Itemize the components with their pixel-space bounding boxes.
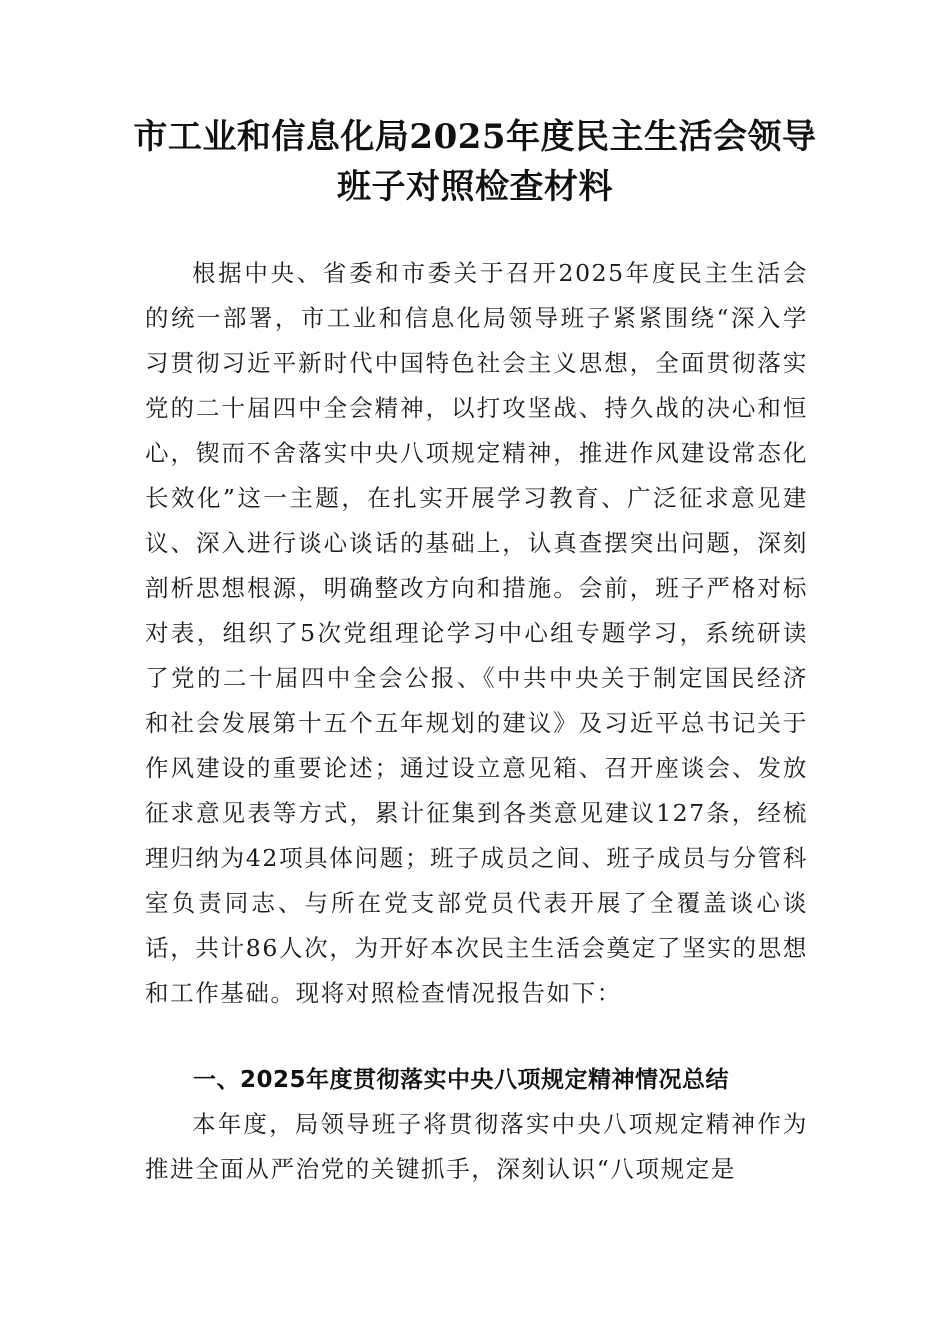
section-paragraph: 本年度，局领导班子将贯彻落实中央八项规定精神作为推进全面从严治党的关键抓手，深刻认识“八项规定是 [145, 1110, 808, 1183]
section-heading: 一、2025年度贯彻落实中央八项规定精神情况总结 [193, 1067, 730, 1093]
intro-paragraph: 根据中央、省委和市委关于召开2025年度民主生活会的统一部署，市工业和信息化局领导班子紧紧围绕“深入学习贯彻习近平新时代中国特色社会主义思想，全面贯彻落实党的二十届四中全会精神，以打攻坚战、持久战的决心和恒心，锲而不舍落实中央八项规定精神，推进作风建设常态化长效化”这一主题，在扎实开展学习教育、广泛征求意见建议、深入进行谈心谈话的基础上，认真查摆突出问题，深刻剖析思想根源，明确整改方向和措施。会前，班子严格对标对表，组织了5次党组理论学习中心组专题学习，系统研读了党的二十届四中全会公报、《中共中央关于制定国民经济和社会发展第十五个五年规划的建议》及习近平总书记关于作风建设的重要论述；通过设立意见箱、召开座谈会、发放征求意见表等方式，累计征集到各类意见建议127条，经梳理归纳为42项具体问题；班子成员之间、班子成员与分管科室负责同志、与所在党支部党员代表开展了全覆盖谈心谈话，共计86人次，为开好本次民主生活会奠定了坚实的思想和工作基础。现将对照检查情况报告如下： [145, 259, 808, 1007]
document-title: 市工业和信息化局2025年度民主生活会领导班子对照检查材料 [133, 117, 817, 207]
